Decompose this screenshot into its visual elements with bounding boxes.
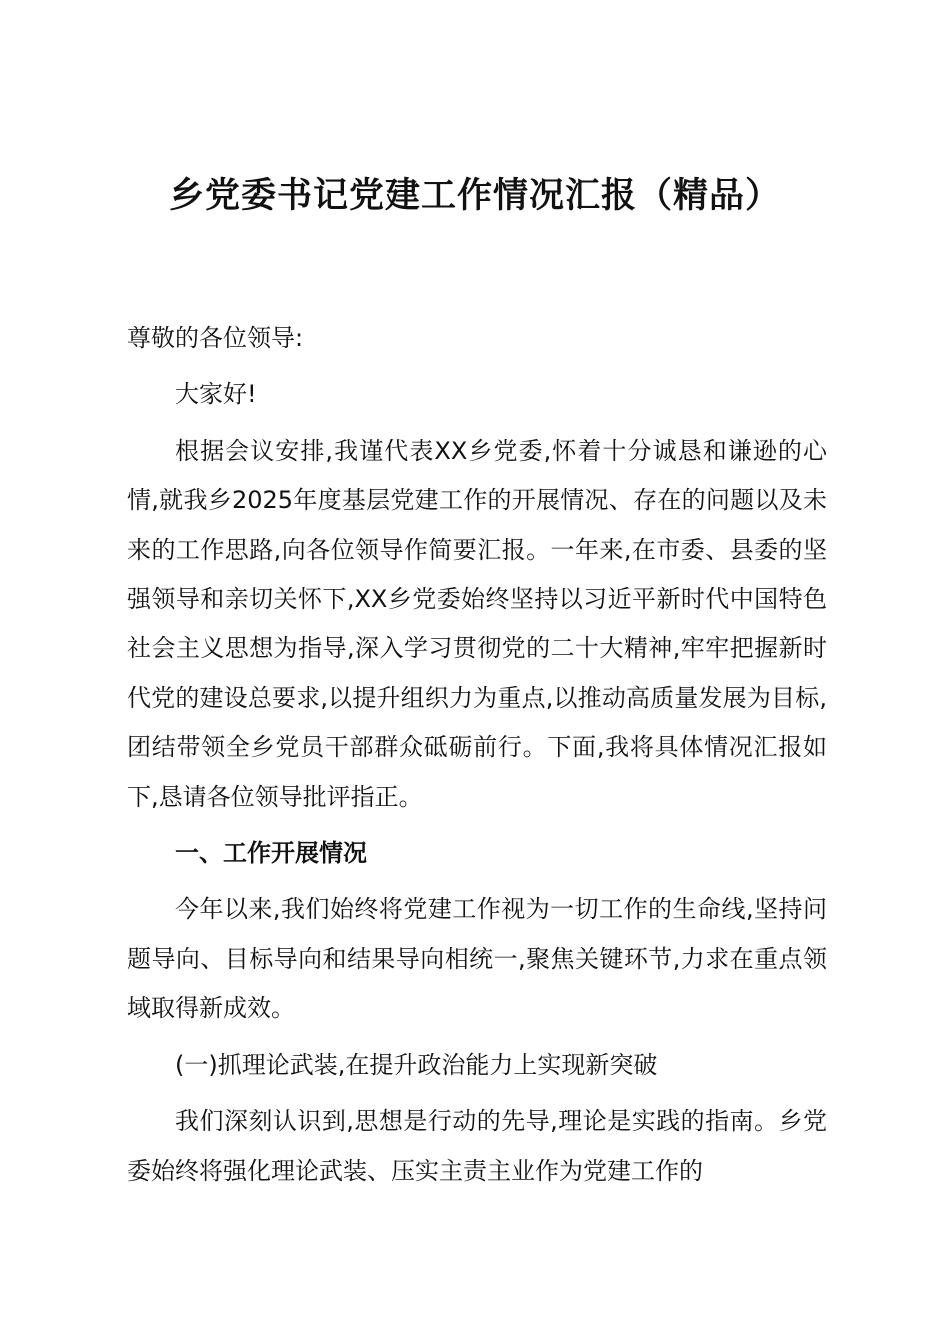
section-heading: 一、工作开展情况: [175, 839, 367, 868]
subsection-paragraph: 我们深刻认识到,思想是行动的先导,理论是实践的指南。乡党委始终将强化理论武装、压实主责主业作为党建工作的: [127, 1107, 827, 1185]
intro-paragraph: 根据会议安排,我谨代表XX乡党委,怀着十分诚恳和谦逊的心情,就我乡2025年度基层党建工作的开展情况、存在的问题以及未来的工作思路,向各位领导作简要汇报。一年来,在市委、县委的坚强领导和亲切关怀下,XX乡党委始终坚持以习近平新时代中国特色社会主义思想为指导,深入学习贯彻党的二十大精神,牢牢把握新时代党的建设总要求,以提升组织力为重点,以推动高质量发展为目标,团结带领全乡党员干部群众砥砺前行。下面,我将具体情况汇报如下,恳请各位领导批评指正。: [127, 436, 827, 811]
document-body: [127, 314, 827, 1203]
subsection-heading: (一)抓理论武装,在提升政治能力上实现新突破: [175, 1050, 658, 1079]
greeting: 大家好!: [175, 380, 257, 409]
salutation: 尊敬的各位领导:: [127, 324, 304, 352]
document-title: 乡党委书记党建工作情况汇报（精品）: [168, 176, 781, 216]
section-intro-paragraph: 今年以来,我们始终将党建工作视为一切工作的生命线,坚持问题导向、目标导向和结果导向相统一,聚焦关键环节,力求在重点领域取得新成效。: [127, 895, 827, 1023]
